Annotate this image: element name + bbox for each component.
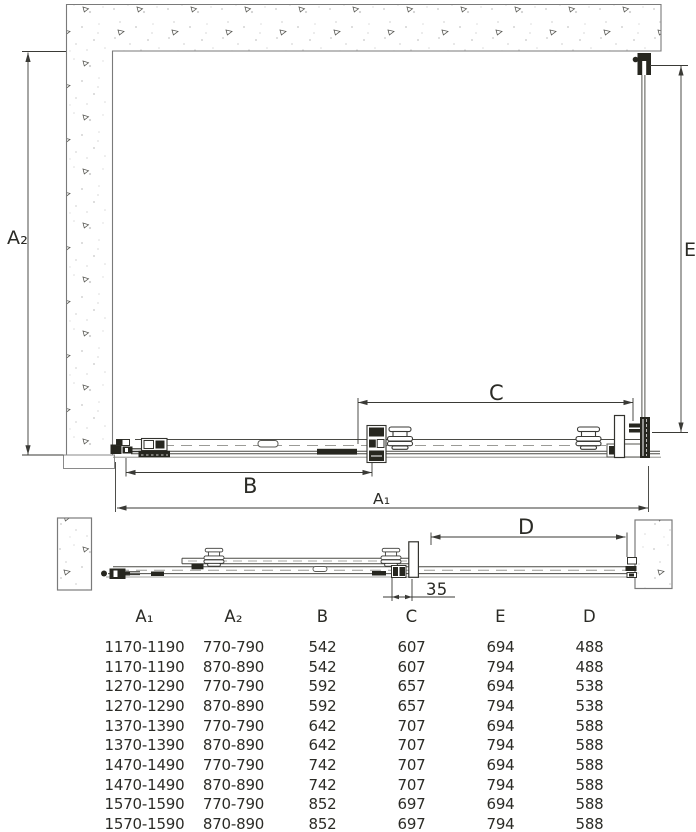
table-cell: 794 <box>486 736 515 755</box>
table-header-row <box>100 604 640 628</box>
table-cell: 694 <box>486 637 515 656</box>
rail-clip <box>151 572 164 577</box>
table-cell: 488 <box>575 637 604 656</box>
table-cell: 694 <box>486 677 515 696</box>
wall-end-profile <box>64 455 115 469</box>
rail-clip <box>372 571 386 576</box>
table-cell: 1370-1390 <box>104 716 185 735</box>
table-cell: 588 <box>575 716 604 735</box>
table-cell: 1370-1390 <box>104 736 185 755</box>
column-header-e: E <box>495 606 506 626</box>
wall-structure <box>64 5 662 469</box>
table-cell: 770-790 <box>202 677 265 696</box>
table-row <box>100 657 640 677</box>
door-stopper <box>317 449 357 455</box>
table-cell: 542 <box>308 657 337 676</box>
section-carriage <box>392 566 407 578</box>
top-wall-bracket <box>633 53 651 75</box>
table-cell: 742 <box>308 775 337 794</box>
table-cell: 694 <box>486 755 515 774</box>
section-handle-cutout <box>313 567 327 572</box>
column-header-b: B <box>316 606 329 626</box>
label-b: B <box>243 474 258 498</box>
label-d: D <box>518 515 535 539</box>
table-cell: 538 <box>575 696 604 715</box>
table-cell: 538 <box>575 677 604 696</box>
table-cell: 770-790 <box>202 716 265 735</box>
table-cell: 694 <box>486 716 515 735</box>
table-cell: 1470-1490 <box>104 755 185 774</box>
table-cell: 707 <box>397 716 426 735</box>
table-cell: 870-890 <box>202 815 265 832</box>
table-cell: 770-790 <box>202 795 265 814</box>
section-wall-left <box>58 518 92 590</box>
table-cell: 852 <box>308 815 337 832</box>
table-cell: 588 <box>575 755 604 774</box>
table-cell: 607 <box>397 657 426 676</box>
label-a1: A₁ <box>373 490 391 508</box>
table-cell: 1170-1190 <box>104 657 185 676</box>
roller-wheel <box>576 427 601 449</box>
table-cell: 707 <box>397 736 426 755</box>
table-cell: 707 <box>397 775 426 794</box>
table-cell: 770-790 <box>202 755 265 774</box>
table-cell: 794 <box>486 657 515 676</box>
table-cell: 697 <box>397 795 426 814</box>
table-cell: 642 <box>308 736 337 755</box>
label-35: 35 <box>426 580 448 599</box>
table-cell: 642 <box>308 716 337 735</box>
table-cell: 657 <box>397 696 426 715</box>
table-cell: 870-890 <box>202 657 265 676</box>
table-cell: 697 <box>397 815 426 832</box>
table-row <box>100 795 640 815</box>
table-row <box>100 755 640 775</box>
size-table <box>100 604 640 832</box>
table-cell: 870-890 <box>202 775 265 794</box>
table-cell: 852 <box>308 795 337 814</box>
handle-cutout <box>258 441 278 448</box>
table-row <box>100 637 640 657</box>
table-row <box>100 716 640 736</box>
middle-carriage <box>367 426 386 463</box>
table-cell: 657 <box>397 677 426 696</box>
table-cell: 1170-1190 <box>104 637 185 656</box>
wall-top-left-band <box>67 5 662 464</box>
label-e: E <box>684 239 696 261</box>
table-cell: 694 <box>486 795 515 814</box>
end-post <box>409 542 419 578</box>
table-cell: 1270-1290 <box>104 696 185 715</box>
column-header-a1: A₁ <box>135 606 154 626</box>
table-cell: 870-890 <box>202 736 265 755</box>
left-wall-bracket <box>111 440 143 455</box>
left-roller-carriage <box>139 439 171 458</box>
section-wall-right <box>635 520 672 589</box>
table-row <box>100 814 640 832</box>
table-cell: 588 <box>575 815 604 832</box>
table-cell: 870-890 <box>202 696 265 715</box>
table-cell: 794 <box>486 775 515 794</box>
panel-guide-block <box>192 564 204 570</box>
spec-table-body <box>100 637 640 832</box>
roller-wheel <box>388 427 413 449</box>
table-row <box>100 676 640 696</box>
table-cell: 588 <box>575 795 604 814</box>
section-right-bracket <box>626 558 637 578</box>
table-cell: 588 <box>575 775 604 794</box>
fixed-glass-panel <box>642 75 645 417</box>
table-row <box>100 735 640 755</box>
table-cell: 742 <box>308 755 337 774</box>
table-cell: 488 <box>575 657 604 676</box>
table-cell: 1570-1590 <box>104 795 185 814</box>
column-header-c: C <box>405 606 418 626</box>
table-cell: 1270-1290 <box>104 677 185 696</box>
table-cell: 607 <box>397 637 426 656</box>
roller-wheel <box>204 548 224 566</box>
table-cell: 588 <box>575 736 604 755</box>
label-c: C <box>489 381 504 405</box>
label-a2: A₂ <box>7 227 29 249</box>
table-cell: 542 <box>308 637 337 656</box>
table-cell: 707 <box>397 755 426 774</box>
table-row <box>100 775 640 795</box>
table-row <box>100 696 640 716</box>
table-cell: 1570-1590 <box>104 815 185 832</box>
section-lower-rail <box>106 567 633 577</box>
table-cell: 592 <box>308 677 337 696</box>
table-cell: 592 <box>308 696 337 715</box>
table-cell: 1470-1490 <box>104 775 185 794</box>
table-cell: 770-790 <box>202 637 265 656</box>
column-header-a2: A₂ <box>224 606 243 626</box>
roller-wheel <box>381 548 401 566</box>
table-cell: 794 <box>486 696 515 715</box>
right-end-assembly <box>607 416 650 459</box>
column-header-d: D <box>583 606 596 626</box>
table-cell: 794 <box>486 815 515 832</box>
section-view <box>58 518 673 601</box>
